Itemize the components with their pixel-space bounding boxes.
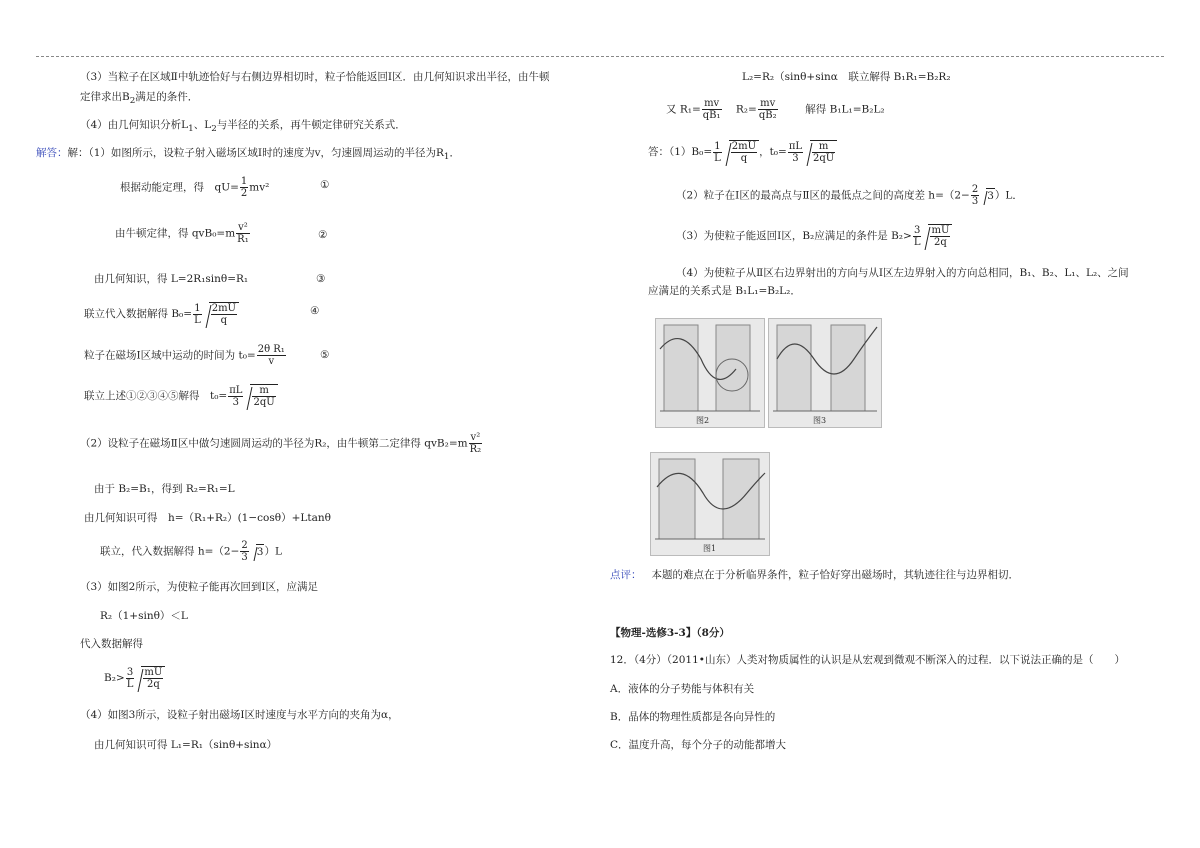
equation-2-mark: ②: [318, 229, 328, 241]
svg-text:图1: 图1: [703, 544, 717, 553]
right-eq-2: 又 R₁= $\frac{mv}{\text{qB₁}}$ R₂= $\frac{mv}{\text{qB₂}}$ 解得 B₁L₁=B₂L₂: [666, 98, 885, 121]
solution-step3: （3）如图2所示，为使粒子能再次回到Ⅰ区，应满足: [80, 581, 319, 593]
equation-5: 粒子在磁场Ⅰ区域中运动的时间为 t₀= $\frac{\text{2θ R₁}}{v}$: [84, 344, 285, 367]
figure-3-drawing: [769, 319, 881, 427]
equation-2: 由牛顿定律，得 qvB₀=m $\frac{\text{v²}}{\text{R₁}}$: [115, 222, 249, 245]
solution-step4: （4）如图3所示，设粒子射出磁场Ⅰ区时速度与水平方向的夹角为α，: [80, 709, 399, 721]
right-eq-1: L₂=R₂（sinθ+sinα 联立解得 B₁R₁=B₂R₂: [742, 71, 951, 83]
analysis-step3-cont: 定律求出$B_2$满足的条件．: [80, 91, 199, 107]
solution-step3-c: B₂> $\frac{3}{L}$ $\frac{mU}{2q}$: [104, 666, 165, 690]
header-dashed-rule: [36, 56, 1164, 57]
question-12: 12．（4分）（2011•山东）人类对物质属性的认识是从宏观到微观不断深入的过程．以下说法正确的是（ ）: [610, 654, 1125, 666]
answer-4-cont: 应满足的关系式是 B₁L₁=B₂L₂．: [648, 285, 801, 297]
svg-text:图3: 图3: [813, 416, 827, 425]
svg-text:图2: 图2: [696, 416, 710, 425]
section-heading: 【物理-选修3-3】（8分）: [610, 627, 730, 639]
solution-label: 解答：: [36, 147, 68, 159]
figure-2-drawing: [656, 319, 764, 427]
equation-3-mark: ③: [316, 273, 326, 285]
option-b: B．晶体的物理性质都是各向异性的: [610, 711, 776, 723]
solution-step3-a: R₂（1+sinθ）＜L: [100, 610, 188, 622]
answer-2: （2）粒子在Ⅰ区的最高点与Ⅱ区的最低点之间的高度差 h=（2− $\frac{2}{3}$ 3）L．: [676, 184, 1023, 207]
solution-step3-b: 代入数据解得: [80, 638, 143, 650]
equation-5-mark: ⑤: [320, 349, 330, 361]
solution-step4-a: 由几何知识可得 L₁=R₁（sinθ+sinα）: [94, 739, 278, 751]
analysis-step3: （3）当粒子在区域Ⅱ中轨迹恰好与右侧边界相切时，粒子恰能返回Ⅰ区．由几何知识求出半径，由牛顿: [80, 71, 550, 83]
equation-1-mark: ①: [320, 179, 330, 191]
comment-label: 点评：: [610, 569, 642, 581]
analysis-step4: （4）由几何知识分析$L_1$、$L_2$与半径的关系，再牛顿定律研究关系式．: [80, 119, 406, 135]
equation-1: 根据动能定理，得 qU= $\frac{1}{2}$ mv²: [120, 176, 270, 199]
figure-3: [768, 318, 882, 428]
option-a: A．液体的分子势能与体积有关: [610, 683, 755, 695]
answer-4: （4）为使粒子从Ⅱ区右边界射出的方向与从Ⅰ区左边界射入的方向总相同，B₁、B₂、L₁、L₂、之间: [676, 267, 1129, 279]
option-c: C．温度升高，每个分子的动能都增大: [610, 739, 787, 751]
answer-1: 答：（1）B₀= $\frac{1}{L}$ $\frac{2mU}{q}$ ，t₀= $\frac{\pi L}{3}$ $\frac{m}{2qU}$: [648, 140, 837, 164]
solution-step2-b: 由几何知识可得 h=（R₁+R₂）(1−cosθ）+Ltanθ: [84, 512, 331, 524]
equation-4: 联立代入数据解得 B₀= $\frac{1}{L}$ $\frac{2mU}{q}$: [84, 302, 239, 326]
solution-step2: （2）设粒子在磁场Ⅱ区中做匀速圆周运动的半径为R₂，由牛顿第二定律得 qvB₂=m $\frac{\text{v²}}{\text{R₂}}$: [80, 432, 482, 455]
answer-3: （3）为使粒子能返回Ⅰ区，B₂应满足的条件是 B₂> $\frac{3}{L}$ $\frac{mU}{2q}$: [676, 224, 952, 248]
figure-1: [650, 452, 770, 556]
solution-intro: 解答：解：（1）如图所示，设粒子射入磁场区域Ⅰ时的速度为v，匀速圆周运动的半径为$R_1$．: [36, 147, 460, 163]
equation-4-mark: ④: [310, 305, 320, 317]
figure-1-drawing: [651, 453, 769, 555]
figure-2: [655, 318, 765, 428]
equation-3: 由几何知识，得 L=2R₁sinθ=R₁: [94, 273, 249, 285]
solution-step2-c: 联立，代入数据解得 h=（2− $\frac{2}{3}$ 3）L: [100, 540, 282, 563]
solution-step2-a: 由于 B₂=B₁，得到 R₂=R₁=L: [94, 483, 235, 495]
equation-6: 联立上述①②③④⑤解得 t₀= $\frac{\pi L}{3}$ $\frac{m}{2qU}$: [84, 384, 278, 408]
comment: 点评： 本题的难点在于分析临界条件，粒子恰好穿出磁场时，其轨迹往往与边界相切．: [610, 569, 1020, 581]
